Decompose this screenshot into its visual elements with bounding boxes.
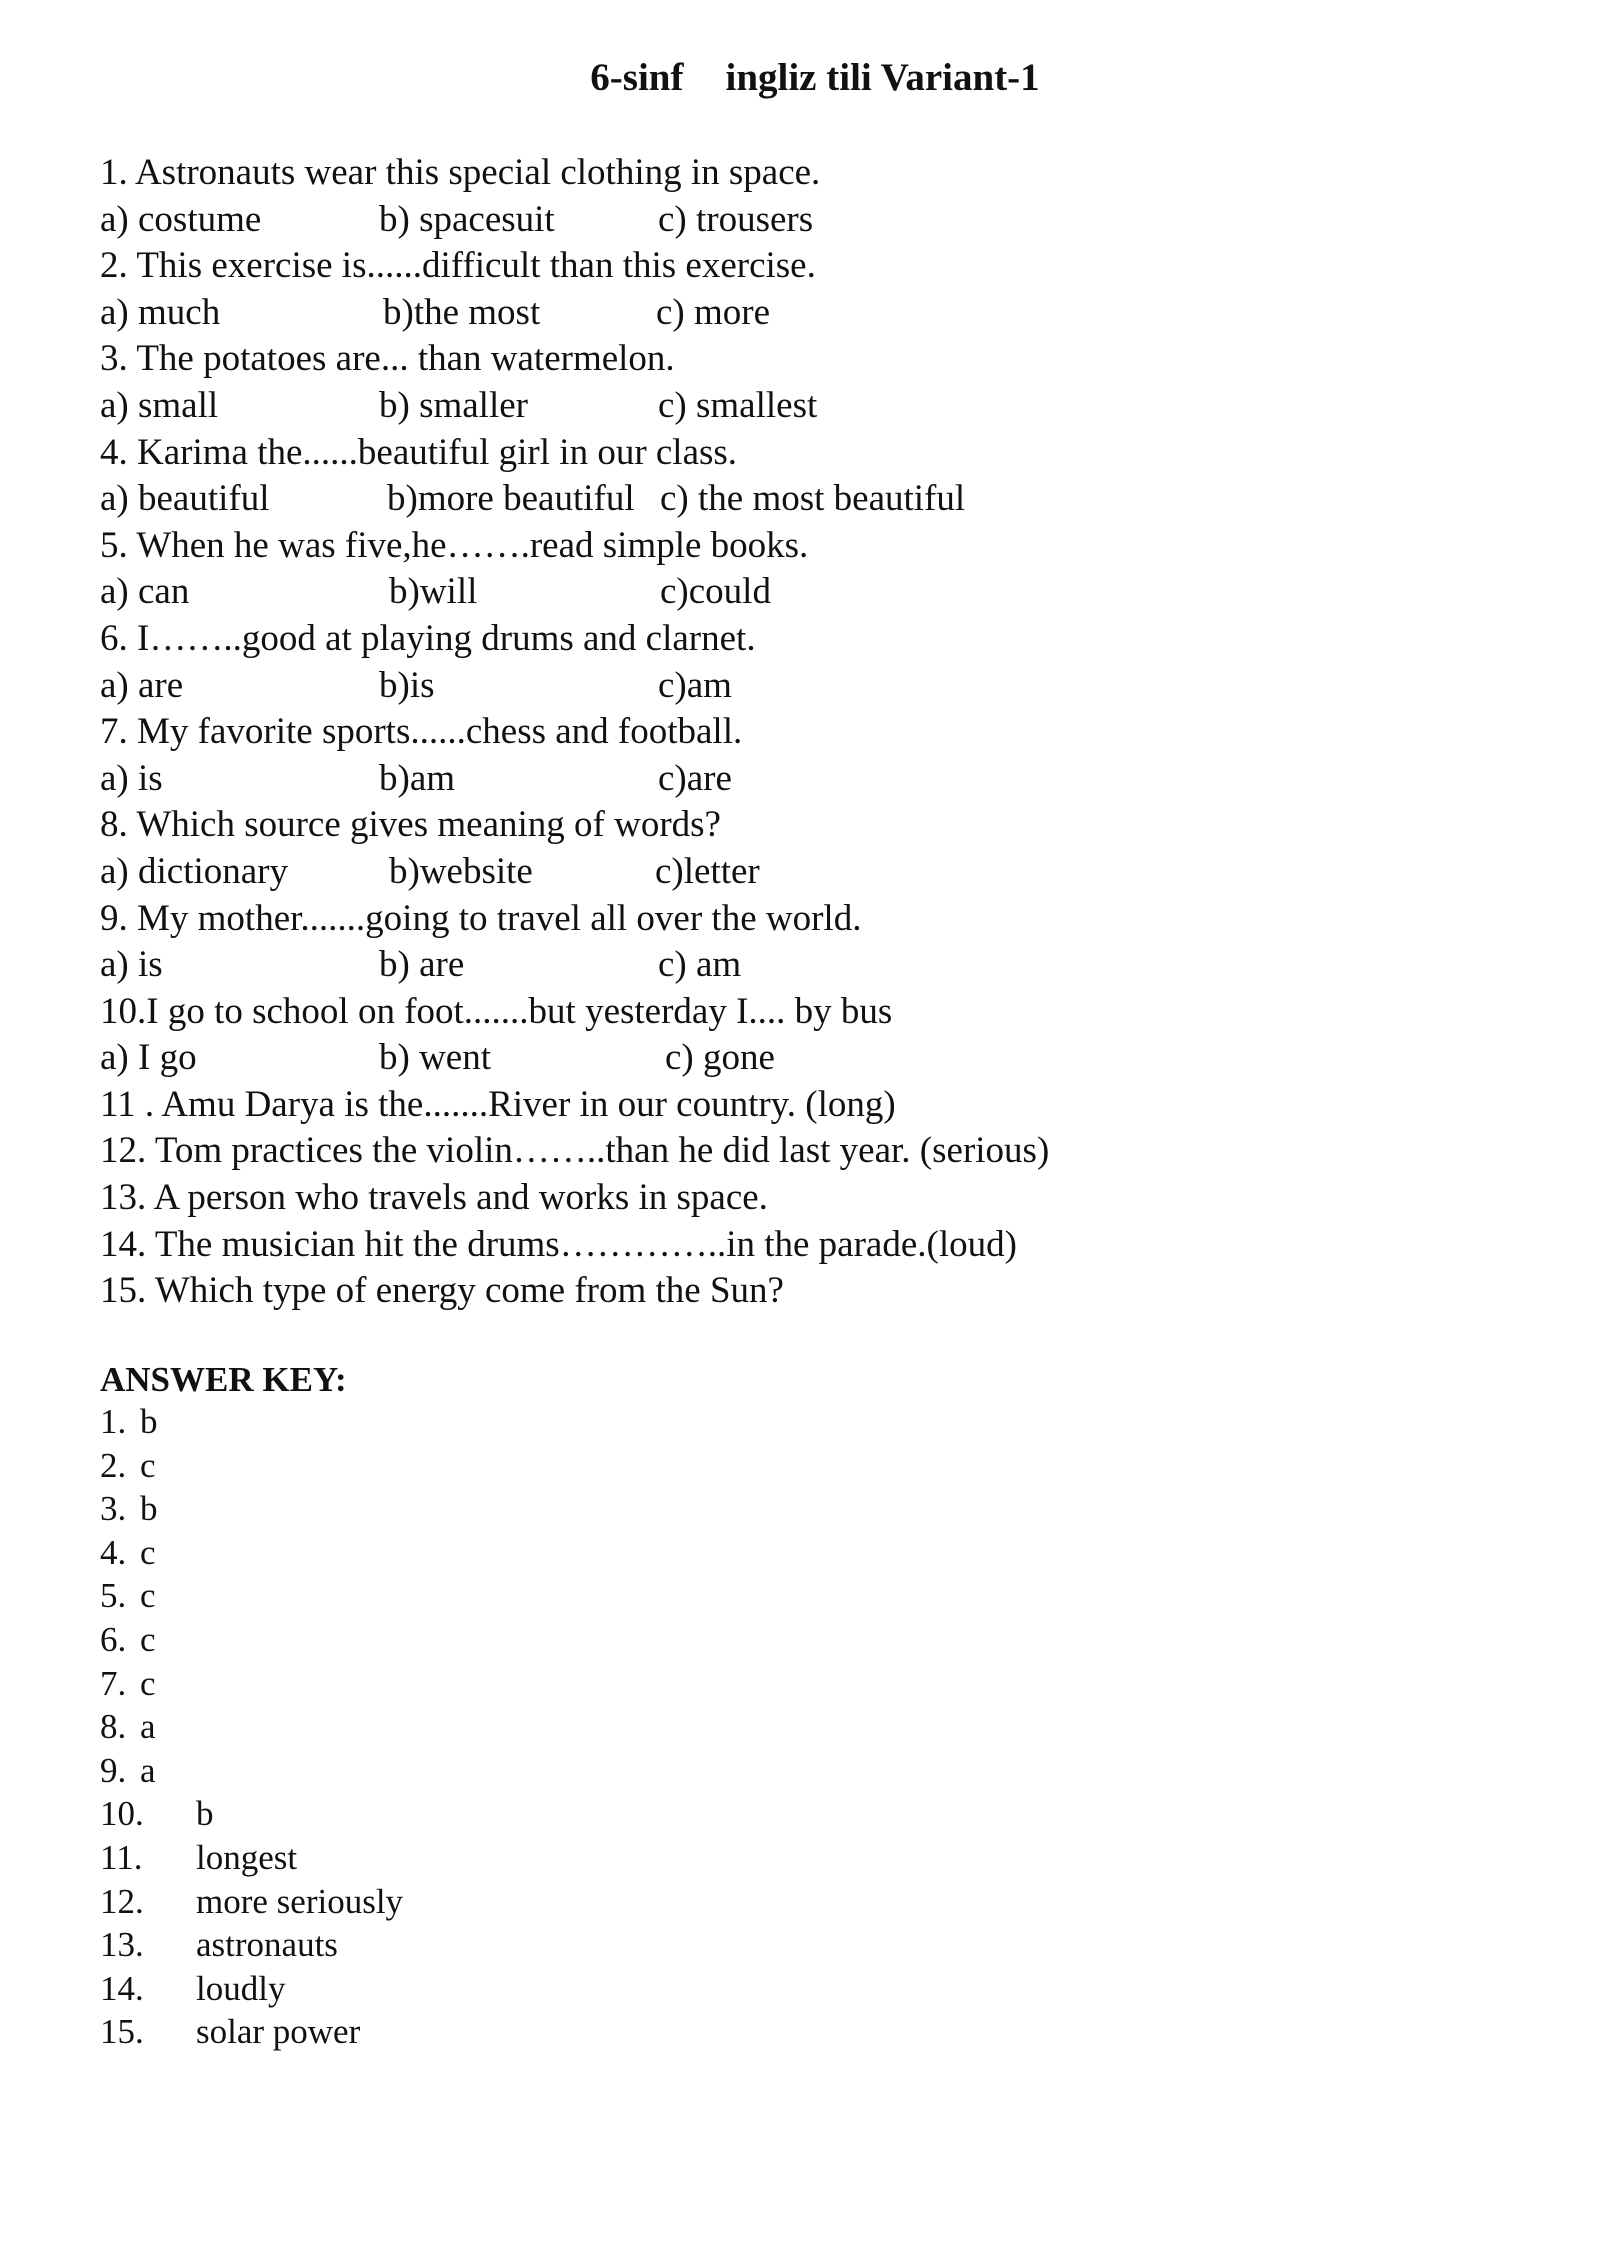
answer-option: b)will xyxy=(389,571,478,613)
answer-key-number: 13. xyxy=(100,1925,144,1965)
answer-key-answer: b xyxy=(140,1489,158,1529)
answer-option: b)am xyxy=(379,757,456,799)
answer-option: a) beautiful xyxy=(100,478,270,520)
question-text: 6. I……..good at playing drums and clarnet. xyxy=(100,617,756,659)
answer-key-item xyxy=(100,1836,1100,1880)
answer-option: c) more xyxy=(656,291,771,333)
question-options xyxy=(100,1035,1540,1082)
question-text: 4. Karima the......beautiful girl in our class. xyxy=(100,431,738,473)
question-options xyxy=(100,290,1540,337)
answer-option: a) I go xyxy=(100,1037,197,1079)
question-text: 14. The musician hit the drums…………..in the parade.(loud) xyxy=(100,1223,1017,1265)
answer-option: a) costume xyxy=(100,198,262,240)
answer-key-number: 14. xyxy=(100,1968,144,2008)
answer-option: a) much xyxy=(100,291,221,333)
answer-key xyxy=(100,1357,1100,2054)
answer-key-answer: b xyxy=(196,1794,214,1834)
answer-key-answer: c xyxy=(140,1532,156,1572)
answer-key-answer: more seriously xyxy=(196,1881,404,1921)
answer-option: a) are xyxy=(100,664,184,706)
answer-key-item xyxy=(100,1923,1100,1967)
answer-option: b) spacesuit xyxy=(379,198,555,240)
answer-key-item xyxy=(100,2010,1100,2054)
answer-option: b)is xyxy=(379,664,435,706)
answer-key-number: 9. xyxy=(100,1750,127,1790)
page-title xyxy=(0,54,1600,102)
answer-key-item xyxy=(100,1574,1100,1618)
answer-key-answer: longest xyxy=(196,1837,298,1877)
question-text: 11 . Amu Darya is the.......River in our country. (long) xyxy=(100,1083,896,1125)
answer-key-item xyxy=(100,1400,1100,1444)
question-options xyxy=(100,663,1540,710)
question-options xyxy=(100,756,1540,803)
question-text: 8. Which source gives meaning of words? xyxy=(100,804,721,846)
answer-key-number: 8. xyxy=(100,1707,127,1747)
question-options xyxy=(100,942,1540,989)
question-text: 2. This exercise is......difficult than this exercise. xyxy=(100,245,816,287)
question-text: 7. My favorite sports......chess and football. xyxy=(100,711,743,753)
answer-option: c) gone xyxy=(665,1037,775,1079)
answer-key-answer: astronauts xyxy=(196,1925,338,1965)
answer-key-answer: c xyxy=(140,1576,156,1616)
answer-key-answer: solar power xyxy=(196,2012,361,2052)
answer-key-item xyxy=(100,1531,1100,1575)
answer-key-answer: c xyxy=(140,1663,156,1703)
answer-key-number: 6. xyxy=(100,1619,127,1659)
answer-option: b)the most xyxy=(383,291,541,333)
answer-option: c)could xyxy=(660,571,771,613)
answer-key-item xyxy=(100,1662,1100,1706)
question-options xyxy=(100,383,1540,430)
answer-key-number: 11. xyxy=(100,1837,143,1877)
answer-key-answer: loudly xyxy=(196,1968,286,2008)
answer-option: a) is xyxy=(100,944,163,986)
answer-key-title: ANSWER KEY: xyxy=(100,1360,347,1399)
answer-option: b)more beautiful xyxy=(387,478,635,520)
answer-key-number: 4. xyxy=(100,1532,127,1572)
answer-option: a) dictionary xyxy=(100,850,288,892)
answer-key-list xyxy=(100,1400,1100,2054)
answer-option: c) am xyxy=(658,944,742,986)
title-grade: 6-sinf xyxy=(590,56,684,99)
question-options xyxy=(100,197,1540,244)
answer-option: b) are xyxy=(379,944,465,986)
answer-option: c)am xyxy=(658,664,732,706)
answer-option: c) smallest xyxy=(658,384,818,426)
answer-key-answer: b xyxy=(140,1402,158,1441)
answer-key-number: 12. xyxy=(100,1881,144,1921)
question-text: 10.I go to school on foot.......but yesterday I.... by bus xyxy=(100,990,893,1032)
question-text: 1. Astronauts wear this special clothing in space. xyxy=(100,152,821,193)
answer-option: c)letter xyxy=(655,850,760,892)
answer-option: c)are xyxy=(658,757,732,799)
answer-key-number: 5. xyxy=(100,1576,127,1616)
answer-option: a) small xyxy=(100,384,219,426)
title-subject-variant: ingliz tili Variant-1 xyxy=(725,56,1040,99)
question-options xyxy=(100,849,1540,896)
answer-key-number: 7. xyxy=(100,1663,127,1703)
answer-option: b) smaller xyxy=(379,384,528,426)
question-text: 15. Which type of energy come from the Sun? xyxy=(100,1270,784,1312)
answer-key-item xyxy=(100,1749,1100,1793)
answer-key-item xyxy=(100,1792,1100,1836)
answer-option: c) the most beautiful xyxy=(660,478,966,520)
answer-key-number: 3. xyxy=(100,1489,127,1529)
answer-key-number: 15. xyxy=(100,2012,144,2052)
questions-list xyxy=(100,150,1540,1315)
answer-key-item xyxy=(100,1967,1100,2011)
answer-key-answer: a xyxy=(140,1750,156,1790)
answer-key-answer: c xyxy=(140,1445,156,1485)
question-text: 13. A person who travels and works in space. xyxy=(100,1177,768,1219)
answer-key-item xyxy=(100,1880,1100,1924)
answer-key-answer: c xyxy=(140,1619,156,1659)
answer-key-item xyxy=(100,1487,1100,1531)
answer-option: b) went xyxy=(379,1037,491,1079)
answer-key-answer: a xyxy=(140,1707,156,1747)
answer-key-number: 1. xyxy=(100,1402,127,1441)
answer-option: a) can xyxy=(100,571,190,613)
answer-option: b)website xyxy=(389,850,533,892)
answer-key-item xyxy=(100,1705,1100,1749)
question-options xyxy=(100,569,1540,616)
question-text: 3. The potatoes are... than watermelon. xyxy=(100,338,675,380)
answer-option: a) is xyxy=(100,757,163,799)
question-text: 12. Tom practices the violin……..than he did last year. (serious) xyxy=(100,1130,1050,1172)
answer-option: c) trousers xyxy=(658,198,814,240)
answer-key-number: 2. xyxy=(100,1445,127,1485)
answer-key-item xyxy=(100,1618,1100,1662)
answer-key-item xyxy=(100,1444,1100,1488)
question-options xyxy=(100,476,1540,523)
question-text: 5. When he was five,he…….read simple books. xyxy=(100,524,809,566)
answer-key-number: 10. xyxy=(100,1794,144,1834)
question-text: 9. My mother.......going to travel all over the world. xyxy=(100,897,862,939)
